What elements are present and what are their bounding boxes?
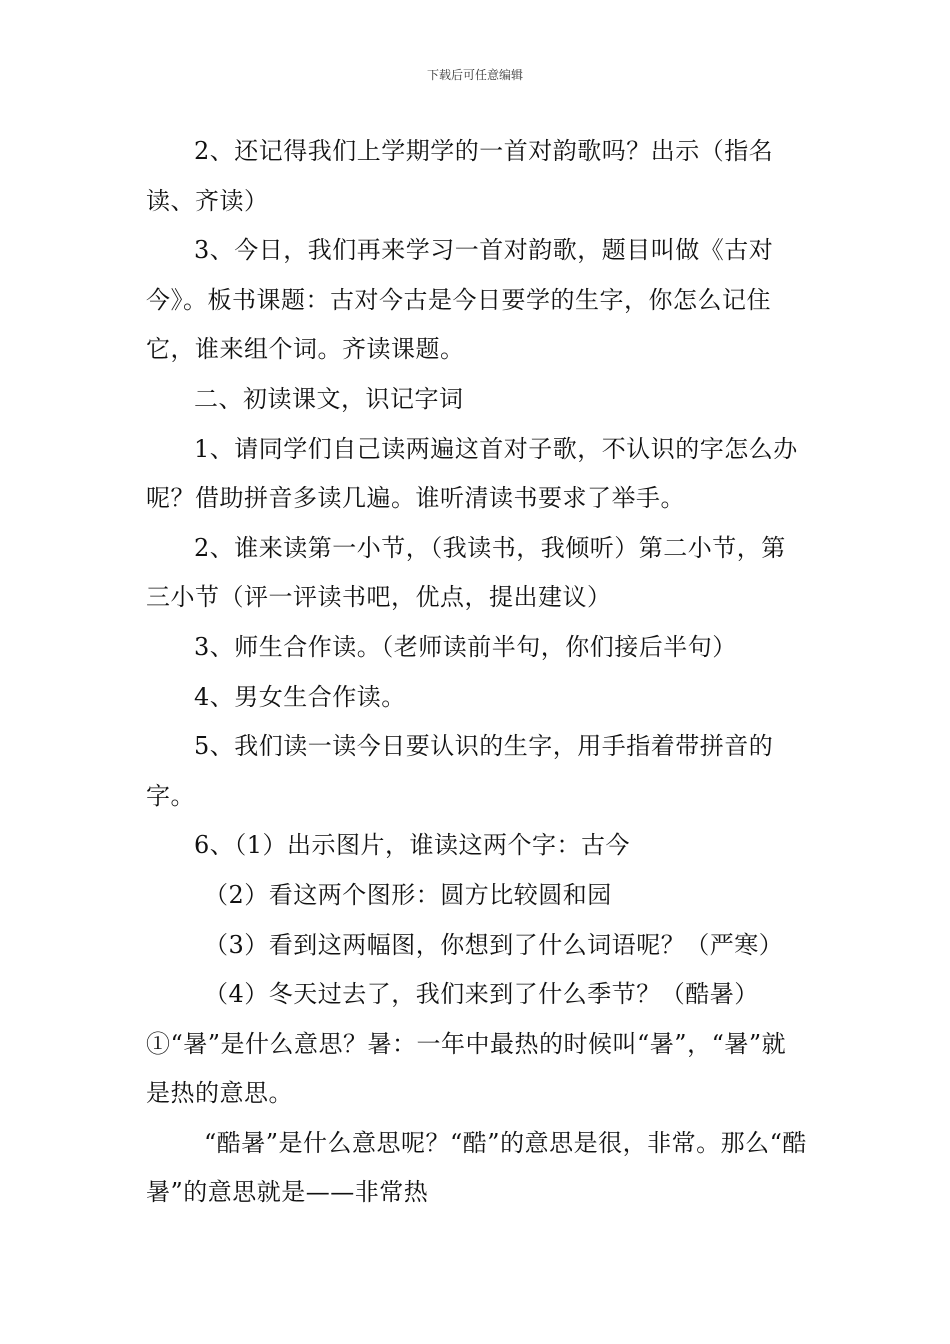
paragraph: （4）冬天过去了，我们来到了什么季节？（酷暑）①“暑”是什么意思？暑：一年中最热的时候叫“暑”，“暑”就是热的意思。 bbox=[146, 980, 787, 1108]
paragraph: 2、还记得我们上学期学的一首对韵歌吗？出示（指名读、齐读） bbox=[146, 137, 774, 215]
paragraph: 3、师生合作读。（老师读前半句，你们接后半句） bbox=[194, 632, 737, 661]
paragraph: （2）看这两个图形：圆方比较圆和园 bbox=[204, 880, 612, 909]
paragraph: 1、请同学们自己读两遍这首对子歌，不认识的字怎么办呢？借助拼音多读几遍。谁听清读书要求了举手。 bbox=[146, 434, 798, 513]
paragraph: 5、我们读一读今日要认识的生字，用手指着带拼音的字。 bbox=[146, 732, 774, 810]
paragraph: 3、今日，我们再来学习一首对韵歌，题目叫做《古对今》。板书课题：古对今古是今日要学的生字，你怎么记住它，谁来组个词。齐读课题。 bbox=[146, 236, 774, 364]
paragraph: （3）看到这两幅图，你想到了什么词语呢？（严寒） bbox=[204, 930, 784, 959]
page-header-note: 下载后可任意编辑 bbox=[426, 68, 523, 82]
paragraph: 2、谁来读第一小节，（我读书，我倾听）第二小节，第三小节（评一评读书吧，优点，提出建议） bbox=[146, 533, 786, 612]
document-body bbox=[146, 127, 810, 1218]
section-heading: 二、初读课文，识记字词 bbox=[194, 384, 464, 413]
paragraph: 6、（1）出示图片，谁读这两个字：古今 bbox=[194, 831, 631, 860]
paragraph: “酷暑”是什么意思呢？“酷”的意思是很，非常。那么“酷暑”的意思就是——非常热 bbox=[146, 1128, 807, 1207]
paragraph: 4、男女生合作读。 bbox=[194, 682, 406, 711]
